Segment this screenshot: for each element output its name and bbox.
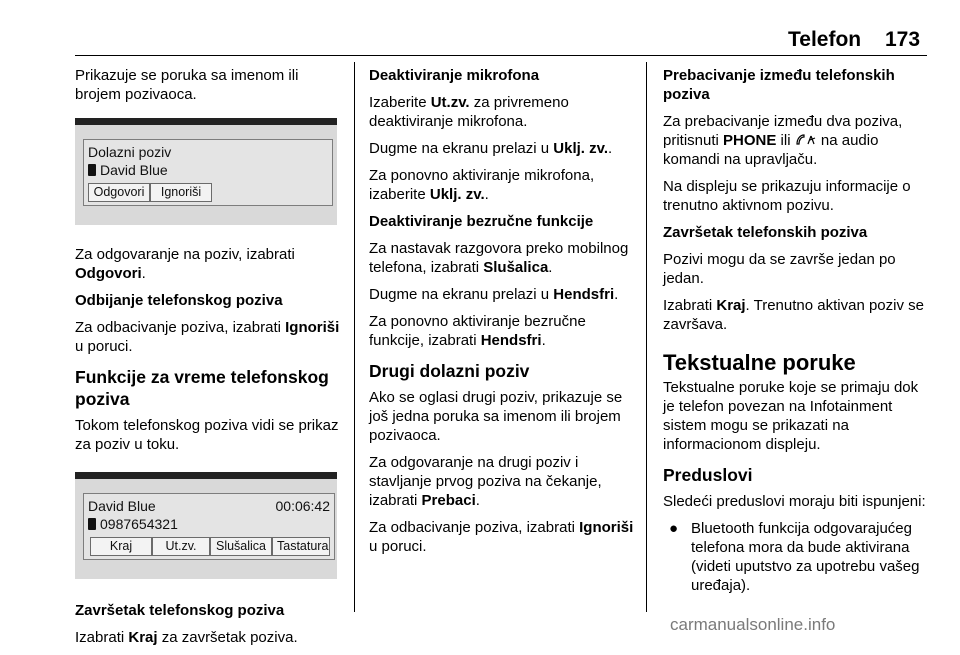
sms-heading: Tekstualne poruke: [663, 350, 856, 375]
mute-button[interactable]: Ut.zv.: [152, 537, 210, 556]
screen-title: Dolazni poziv: [88, 144, 172, 160]
handsfree-paragraph: Za nastavak razgovora preko mobilnog telefona, izabrati Slušalica.: [369, 240, 629, 276]
caller-name: David Blue: [100, 162, 168, 178]
active-name: David Blue: [88, 498, 156, 514]
end-call-button[interactable]: Kraj: [90, 537, 152, 556]
column-1: [75, 66, 345, 655]
reject-heading: Odbijanje telefonskog poziva: [75, 292, 283, 309]
bullet-dot: ●: [669, 520, 679, 537]
page-number: 173: [885, 28, 921, 51]
keypad-button[interactable]: Tastatura: [272, 537, 330, 556]
header-divider: [75, 55, 927, 56]
page-title: Telefon: [788, 28, 862, 51]
phone-icon: [88, 164, 96, 176]
end-paragraph: Izabrati Kraj za završetak poziva.: [75, 629, 298, 646]
handsfree-button-paragraph: Dugme na ekranu prelazi u Hendsfri.: [369, 286, 619, 303]
watermark: carmanualsonline.info: [670, 615, 836, 634]
column-divider-1: [354, 62, 355, 612]
answer-bold: Odgovori: [75, 265, 142, 282]
handset-button[interactable]: Slušalica: [210, 537, 272, 556]
answer-button[interactable]: Odgovori: [88, 183, 150, 202]
mic-paragraph: Izaberite Ut.zv. za privremeno deaktiviranje mikrofona.: [369, 94, 569, 130]
functions-paragraph: Tokom telefonskog poziva vidi se prikaz za poziv u toku.: [75, 417, 339, 453]
column-divider-2: [646, 62, 647, 612]
end-calls-paragraph: Pozivi mogu da se završe jedan po jedan.: [663, 251, 896, 287]
switch-heading: Prebacivanje između telefonskih poziva: [663, 67, 895, 103]
second-reject-paragraph: Za odbacivanje poziva, izabrati Ignoriši u poruci.: [369, 519, 634, 555]
second-call-heading: Drugi dolazni poziv: [369, 361, 530, 381]
handsfree-heading: Deaktiviranje bezručne funkcije: [369, 213, 594, 230]
preconditions-heading: Preduslovi: [663, 465, 753, 485]
functions-heading: Funkcije za vreme telefonskog poziva: [75, 367, 329, 409]
preconditions-paragraph: Sledeći preduslovi moraju biti ispunjeni:: [663, 493, 926, 510]
intro-paragraph: Prikazuje se poruka sa imenom ili brojem pozivaoca.: [75, 67, 299, 103]
answer-paragraph: Za odgovaranje na poziv, izabrati Odgovori.: [75, 246, 295, 282]
steering-phone-icon: [795, 132, 817, 149]
active-number: 0987654321: [100, 516, 178, 532]
call-timer: 00:06:42: [275, 498, 330, 514]
second-call-paragraph: Ako se oglasi drugi poziv, prikazuje se još jedna poruka sa imenom ili brojem pozivaoca.: [369, 389, 623, 444]
reject-paragraph: Za odbacivanje poziva, izabrati Ignoriši u poruci.: [75, 319, 340, 355]
end-bold: Kraj: [128, 629, 158, 646]
list-item: [663, 519, 929, 595]
active-call-screen: [75, 472, 337, 579]
sms-paragraph: Tekstualne poruke koje se primaju dok je telefon povezan na Infotainment sistem mogu se prikazati na informacionom displeju.: [663, 379, 919, 453]
handsfree-reactivate-paragraph: Za ponovno aktiviranje bezručne funkcije, izabrati Hendsfri.: [369, 313, 586, 349]
phone-icon: [88, 518, 96, 530]
end-calls-heading: Završetak telefonskih poziva: [663, 224, 868, 241]
end-calls-paragraph-2: Izabrati Kraj. Trenutno aktivan poziv se završava.: [663, 297, 924, 333]
ignore-button[interactable]: Ignoriši: [150, 183, 212, 202]
switch-paragraph: Za prebacivanje između dva poziva, pritisnuti PHONE ili na audio komandi na upravljaču.: [663, 113, 903, 168]
switch-info-paragraph: Na displeju se prikazuju informacije o trenutno aktivnom pozivu.: [663, 178, 911, 214]
bullet-text: Bluetooth funkcija odgovarajućeg telefona mora da bude aktivirana (videti uputstvo za upotrebu vašeg uređaja).: [691, 520, 920, 594]
mic-reactivate-paragraph: Za ponovno aktiviranje mikrofona, izaberite Uklj. zv..: [369, 167, 595, 203]
mic-button-paragraph: Dugme na ekranu prelazi u Uklj. zv..: [369, 140, 613, 157]
incoming-call-screen: [75, 118, 337, 225]
second-answer-paragraph: Za odgovaranje na drugi poziv i stavljanje prvog poziva na čekanje, izabrati Prebaci.: [369, 454, 602, 509]
mic-heading: Deaktiviranje mikrofona: [369, 67, 540, 84]
reject-bold: Ignoriši: [285, 319, 340, 336]
column-2: [369, 66, 639, 564]
column-3: [663, 66, 929, 595]
end-heading: Završetak telefonskog poziva: [75, 602, 285, 619]
